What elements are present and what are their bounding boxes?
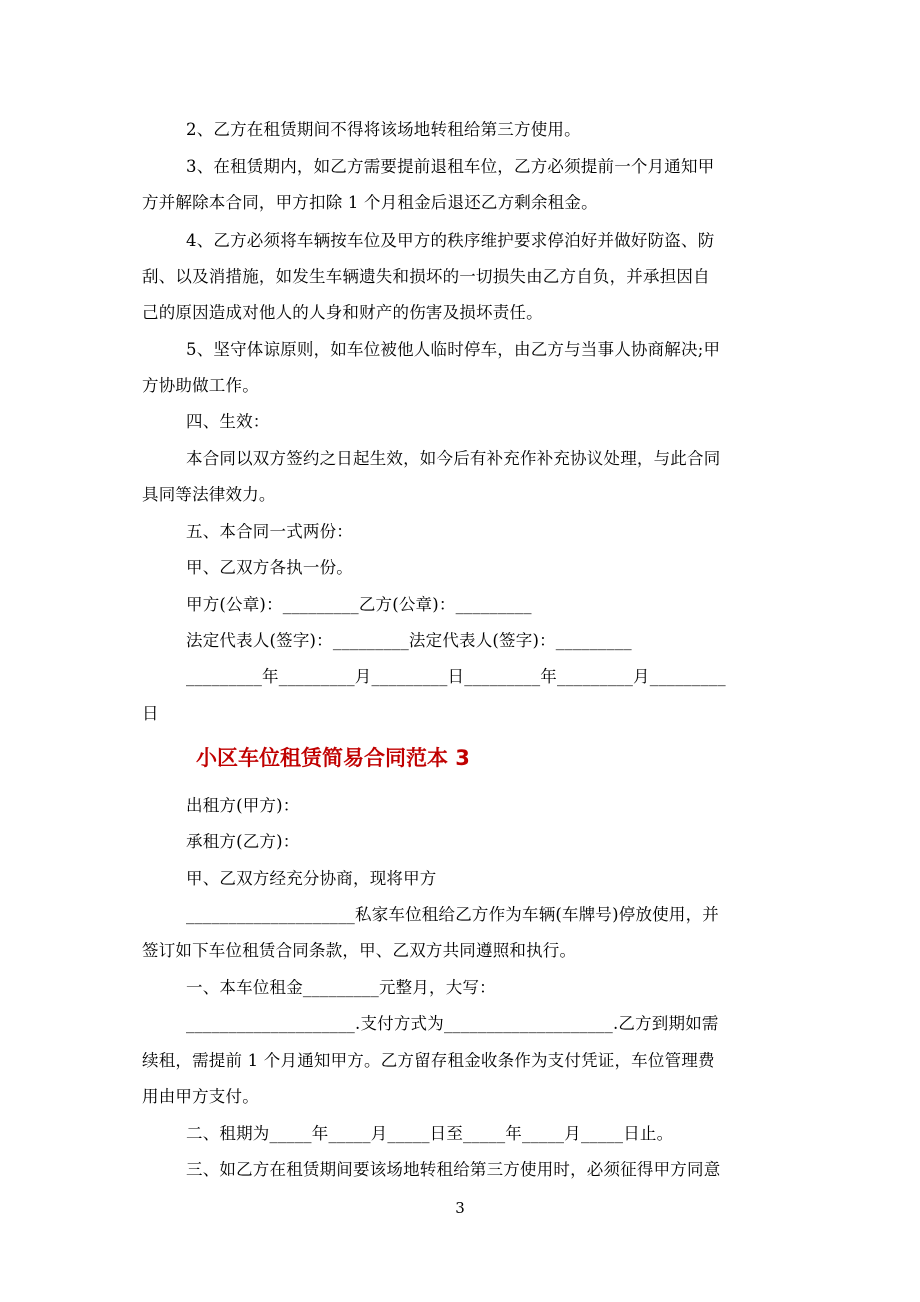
effect-line-1: 本合同以双方签约之日起生效，如今后有补充作补充协议处理，与此合同	[186, 449, 721, 468]
clause-3-line-2: 方并解除本合同，甲方扣除 1 个月租金后退还乙方剩余租金。	[142, 193, 598, 212]
section-four-heading: 四、生效：	[186, 412, 270, 431]
copies-line: 甲、乙双方各执一份。	[186, 558, 353, 577]
effect-line-2: 具同等法律效力。	[142, 485, 276, 504]
clause-2-line: 2、乙方在租赁期间不得将该场地转租给第三方使用。	[186, 120, 581, 139]
agreement-intro-line: 甲、乙双方经充分协商，现将甲方	[186, 869, 437, 888]
date-line: _________年_________月_________日_________年_________月_________	[186, 667, 726, 686]
date-line-end: 日	[142, 704, 159, 723]
clause-5-line-2: 方协助做工作。	[142, 376, 259, 395]
renewal-line: 续租，需提前 1 个月通知甲方。乙方留存租金收条作为支付凭证，车位管理费	[142, 1051, 715, 1070]
clause-3-line-1: 3、在租赁期内，如乙方需要提前退租车位，乙方必须提前一个月通知甲	[186, 157, 715, 176]
rent-heading-line: 一、本车位租金_________元整月，大写：	[186, 978, 496, 997]
section-five-heading: 五、本合同一式两份：	[186, 522, 353, 541]
page-number: 3	[455, 1199, 465, 1217]
terms-line: 签订如下车位租赁合同条款，甲、乙双方共同遵照和执行。	[142, 941, 577, 960]
parking-space-line: ____________________私家车位租给乙方作为车辆(车牌号)停放使用，并	[186, 905, 719, 924]
clause-4-line-2: 刮、以及消措施，如发生车辆遗失和损坏的一切损失由乙方自负，并承担因自	[142, 267, 710, 286]
lessee-line: 承租方(乙方)：	[186, 832, 300, 851]
payment-method-line: ____________________.支付方式为____________________.乙方到期如需	[186, 1014, 719, 1033]
signature-line: 法定代表人(签字)：_________法定代表人(签字)：_________	[186, 631, 632, 650]
lessor-line: 出租方(甲方)：	[186, 796, 300, 815]
clause-4-line-3: 己的原因造成对他人的人身和财产的伤害及损坏责任。	[142, 303, 543, 322]
clause-4-line-1: 4、乙方必须将车辆按车位及甲方的秩序维护要求停泊好并做好防盗、防	[186, 231, 715, 250]
clause-5-line-1: 5、坚守体谅原则，如车位被他人临时停车，由乙方与当事人协商解决;甲	[186, 340, 721, 359]
lease-term-line: 二、租期为_____年_____月_____日至_____年_____月_____日止。	[186, 1124, 674, 1143]
management-fee-line: 用由甲方支付。	[142, 1087, 259, 1106]
sublease-line: 三、如乙方在租赁期间要该场地转租给第三方使用时，必须征得甲方同意	[186, 1160, 721, 1179]
seal-line: 甲方(公章)：_________乙方(公章)：_________	[186, 595, 532, 614]
contract-title: 小区车位租赁简易合同范本 3	[196, 746, 470, 770]
